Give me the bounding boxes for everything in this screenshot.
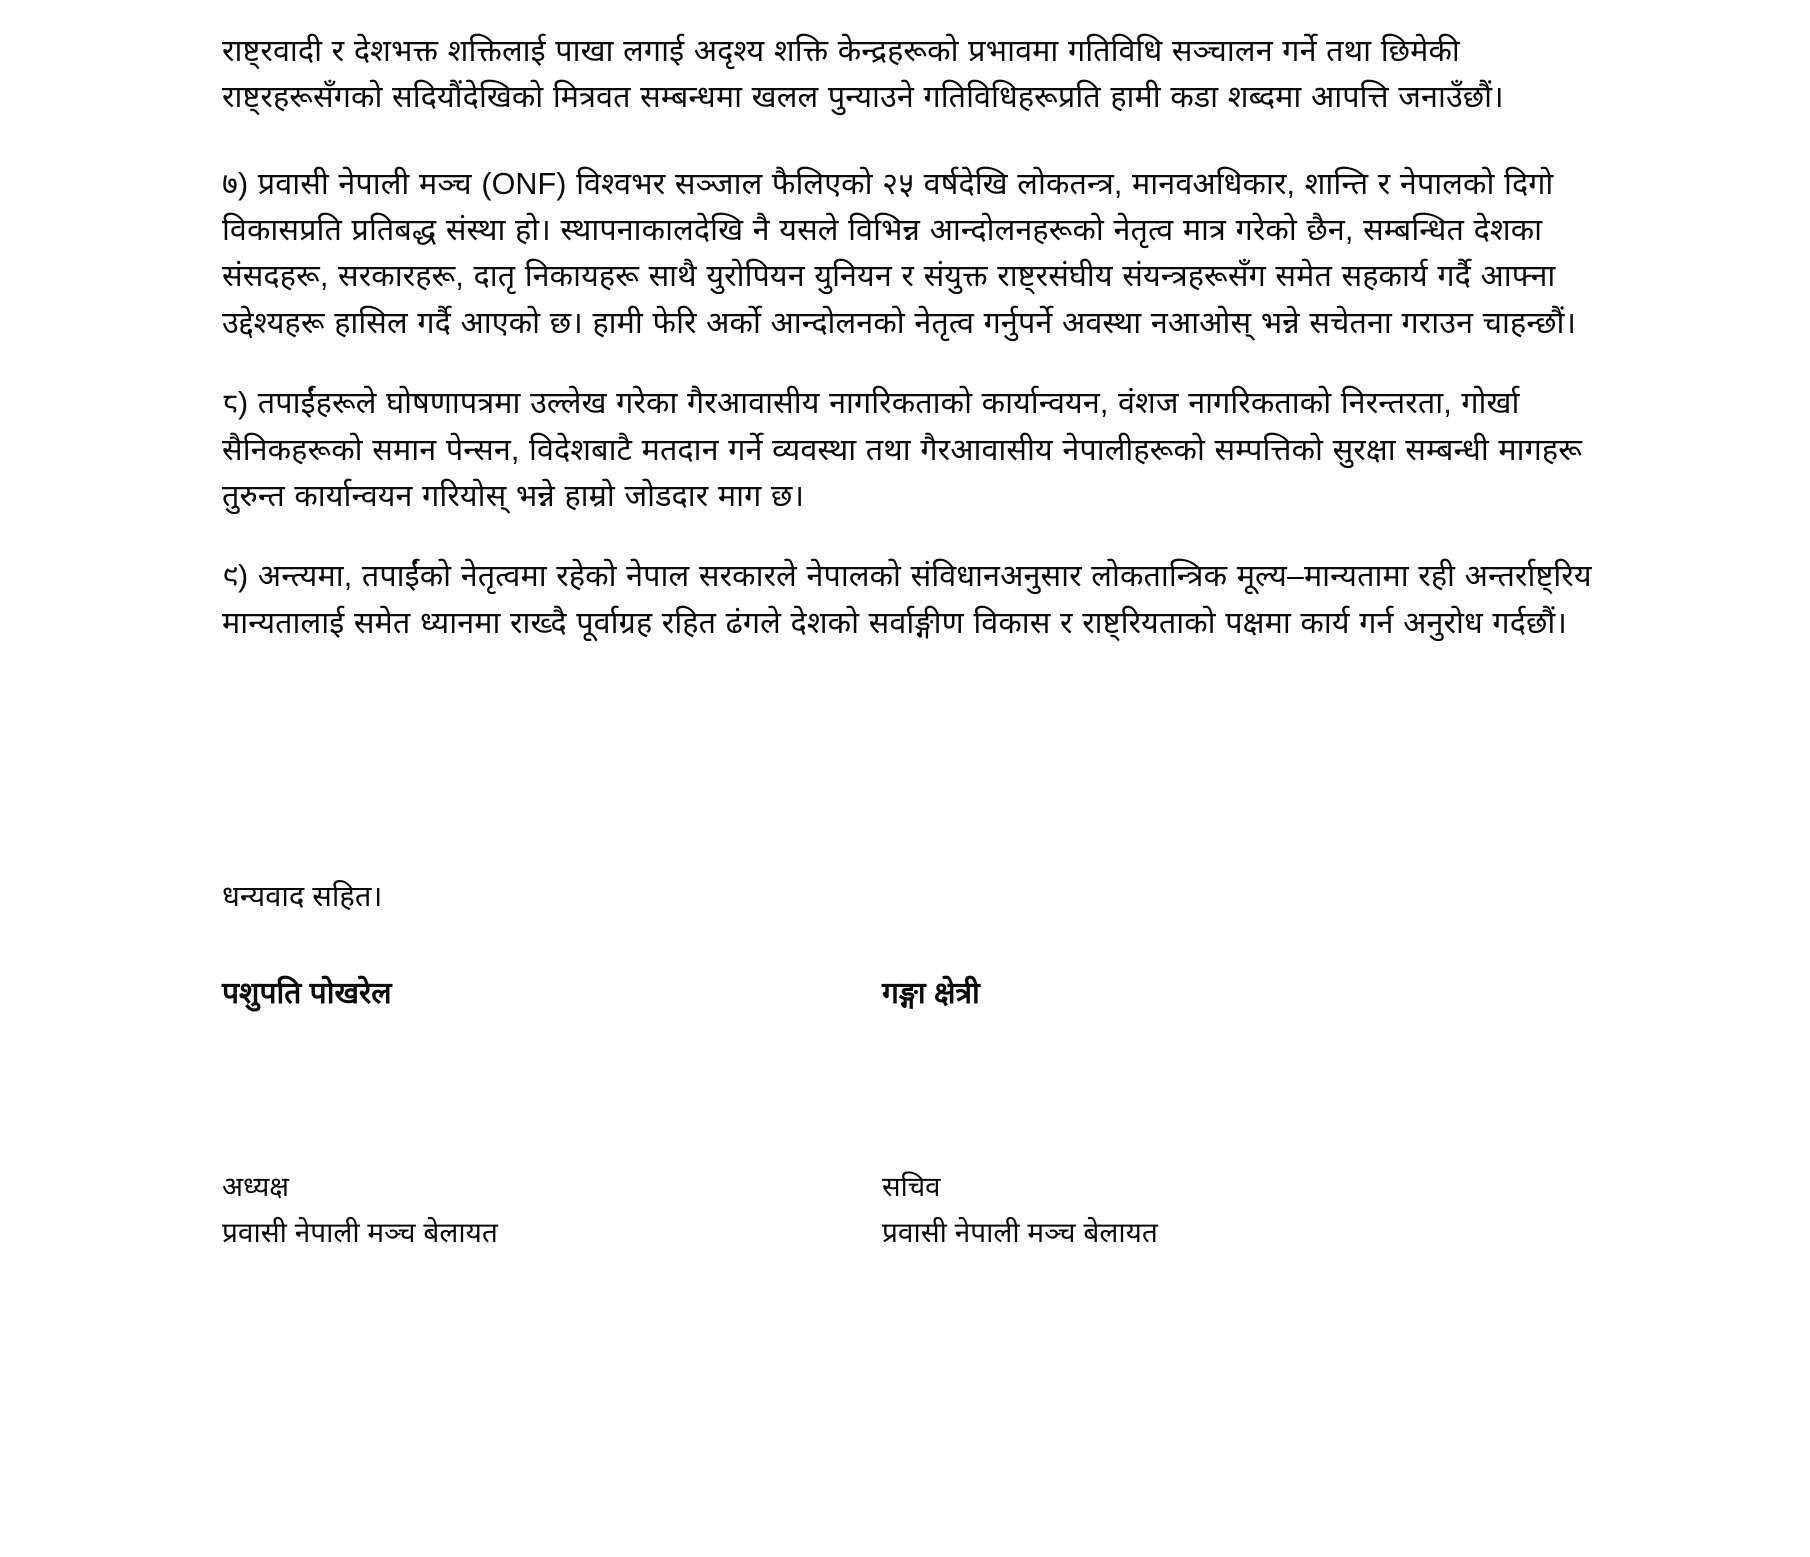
- signatory-organization-right: प्रवासी नेपाली मञ्च बेलायत: [882, 1217, 1158, 1249]
- signatory-name-right: गङ्गा क्षेत्री: [882, 977, 980, 1011]
- signatory-details-left: [222, 1167, 882, 1253]
- signature-names-row: [222, 973, 1610, 1015]
- signature-block-right: [882, 973, 1542, 1015]
- paragraph-6-continued: राष्ट्रवादी र देशभक्त शक्तिलाई पाखा लगाई अदृश्य शक्ति केन्द्रहरूको प्रभावमा गतिविधि सञ्चालन गर्ने तथा छिमेकी राष्ट्रहरूसँगको सदियौंदेखिको मित्रवत सम्बन्धमा खलल पुन्याउने गतिविधिहरूप्रति हामी कडा शब्दमा आपत्ति जनाउँछौं।: [222, 34, 1504, 115]
- signatory-name-left: पशुपति पोखरेल: [222, 977, 392, 1011]
- signatory-organization-left: प्रवासी नेपाली मञ्च बेलायत: [222, 1217, 498, 1249]
- vertical-spacer: [222, 680, 1610, 876]
- signature-titles-row: [222, 1167, 1610, 1253]
- signature-block-left: [222, 973, 882, 1015]
- signatory-details-right: [882, 1167, 1542, 1253]
- paragraph-8: ८) तपाईंहरूले घोषणापत्रमा उल्लेख गरेका गैरआवासीय नागरिकताको कार्यान्वयन, वंशज नागरिकताको निरन्तरता, गोर्खा सैनिकहरूको समान पेन्सन, विदेशबाटै मतदान गर्ने व्यवस्था तथा गैरआवासीय नेपालीहरूको सम्पत्तिको सुरक्षा सम्बन्धी मागहरू तुरुन्त कार्यान्वयन गरियोस् भन्ने हाम्रो जोडदार माग छ।: [222, 386, 1583, 513]
- signatory-role-right: सचिव: [882, 1171, 941, 1203]
- paragraph-7: ७) प्रवासी नेपाली मञ्च (ONF) विश्वभर सञ्जाल फैलिएको २५ वर्षदेखि लोकतन्त्र, मानवअधिकार, शान्ति र नेपालको दिगो विकासप्रति प्रतिबद्ध संस्था हो। स्थापनाकालदेखि नै यसले विभिन्न आन्दोलनहरूको नेतृत्व मात्र गरेको छैन, सम्बन्धित देशका संसदहरू, सरकारहरू, दातृ निकायहरू साथै युरोपियन युनियन र संयुक्त राष्ट्रसंघीय संयन्त्रहरूसँग समेत सहकार्य गर्दै आफ्ना उद्देश्यहरू हासिल गर्दै आएको छ। हामी फेरि अर्को आन्दोलनको नेतृत्व गर्नुपर्ने अवस्था नआओस् भन्ने सचेतना गराउन चाहन्छौं।: [222, 166, 1577, 340]
- paragraph-9: ९) अन्त्यमा, तपाईंको नेतृत्वमा रहेको नेपाल सरकारले नेपालको संविधानअनुसार लोकतान्त्रिक मूल्य–मान्यतामा रही अन्तर्राष्ट्रिय मान्यतालाई समेत ध्यानमा राख्दै पूर्वाग्रह रहित ढंगले देशको सर्वाङ्गीण विकास र राष्ट्रियताको पक्षमा कार्य गर्न अनुरोध गर्दछौं।: [222, 559, 1592, 640]
- signature-gap: [222, 1015, 1610, 1167]
- signatory-role-left: अध्यक्ष: [222, 1171, 290, 1203]
- closing-salutation: धन्यवाद सहित।: [222, 880, 383, 913]
